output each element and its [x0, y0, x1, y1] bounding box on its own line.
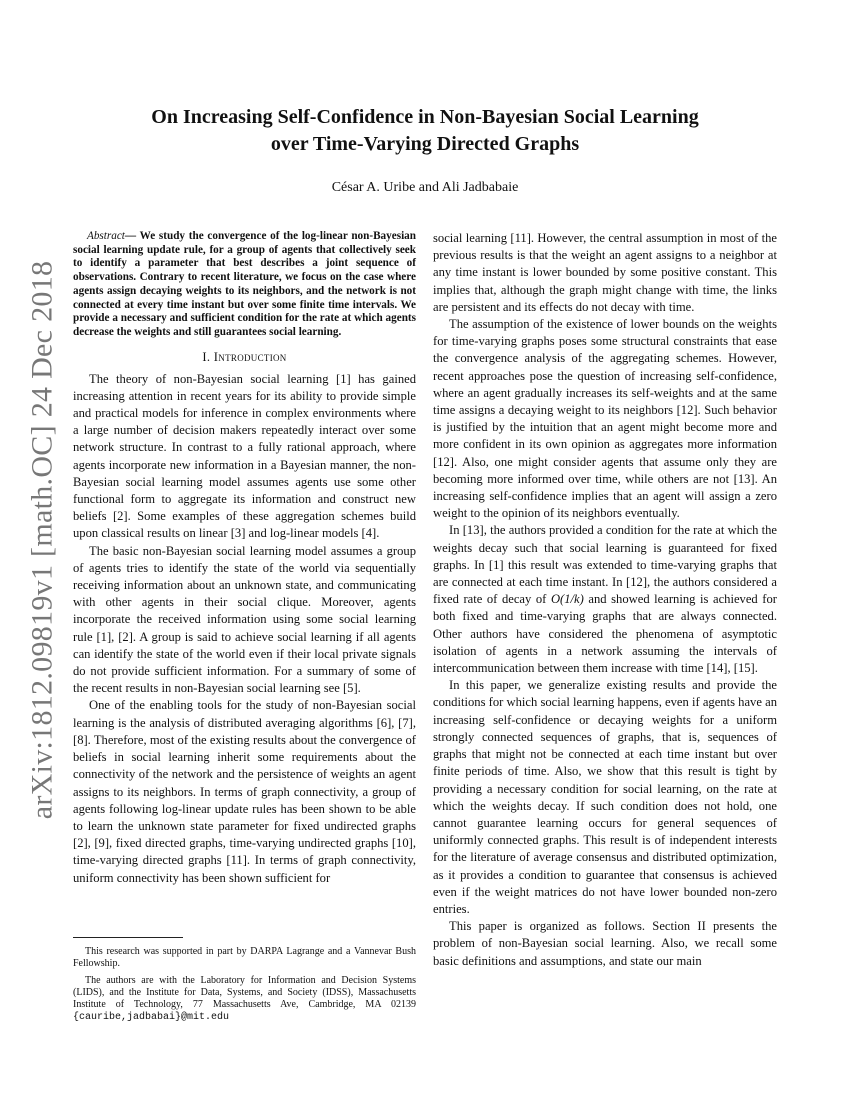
- paper-title: [90, 104, 760, 158]
- arxiv-id-text: arXiv:1812.09819v1 [math.OC] 24 Dec 2018: [25, 260, 59, 820]
- footnote-funding: This research was supported in part by DARPA Lagrange and a Vannevar Bush Fellowship.: [73, 946, 416, 970]
- title-line-1: On Increasing Self-Confidence in Non-Bayesian Social Learning: [151, 106, 699, 128]
- left-column: [73, 230, 416, 887]
- paragraph-3-text-b: and showed learning is achieved for both fixed and time-varying graphs that are always connected. Other authors have considered the phenomena of asymptotic isolation of agents in a network assuming the intervals of intercommunication between them increase with time [14], [15].: [433, 592, 777, 676]
- affiliation-text: The authors are with the Laboratory for Information and Decision Systems (LIDS), and the Institute for Data, Systems, and Society (IDSS), Massachusetts Institute of Technology, 77 Massachusetts Ave, Cambridge, MA 02139: [73, 974, 416, 1011]
- paragraph-3-text-a: In [13], the authors provided a condition for the rate at which the weights decay such that social learning is guaranteed for fixed graphs. In [1] this result was extended to time-varying graphs that are connected at each time instant. In [12], the authors considered a fixed rate of decay of: [433, 523, 777, 607]
- author-emails: {cauribe,jadbabai}@mit.edu: [73, 1012, 230, 1024]
- footnotes: [73, 937, 416, 1029]
- right-paragraph-2: The assumption of the existence of lower bounds on the weights for time-varying graphs poses some structural constraints that ease the convergence analysis of the aggregating schemes. However, recent approaches pose the question of increasing self-confidence, where an agent gradually increases its self-weights and at the same time assigns a decaying weight to its neighbors [12]. Such behavior is justified by the intuition that an agent might become more and more confident in its own opinion as aggregates more information [12]. Also, one might consider agents that assume only they are becoming more informed over time, while others are not [13]. An increasing self-confidence implies that an agent will assign a zero weight to the opinion of its neighbors eventually.: [433, 317, 777, 521]
- right-paragraph-1: social learning [11]. However, the central assumption in most of the previous results is that the weight an agent assigns to a neighbor at any time instant is lower bounded by some positive constant. This implies that, although the graph might change with time, the links are persistent and its effects do not decay with time.: [433, 231, 777, 314]
- intro-paragraph-1: The theory of non-Bayesian social learning [1] has gained increasing attention in recent years for its ability to provide simple and practical models for inference in complex environments where a large number of decision makers repeatedly interact over some network structure. In contrast to a fully rational approach, where agents incorporate new information in a Bayesian manner, the non-Bayesian social learning model assumes agents use some other functional form to aggregate its information and construct new beliefs [2]. Some examples of these aggregation schemes build upon classical results on linear [3] and log-linear models [4].: [73, 371, 416, 541]
- right-paragraph-3: [433, 522, 777, 677]
- section-heading-introduction: I. Introduction: [202, 349, 287, 364]
- abstract: [73, 230, 416, 340]
- author-list: César A. Uribe and Ali Jadbabaie: [331, 180, 519, 195]
- abstract-label: Abstract: [87, 230, 125, 242]
- right-paragraph-4: In this paper, we generalize existing results and provide the conditions for which social learning happens, even if agents have an increasing self-confidence or decaying weights for a uniform strongly connected sequences of graphs, that is, sequences of graphs that might not be connected at each time instant but over finite periods of time. Also, we show that this result is tight by providing a necessary condition for social learning, on the rate at which the weights decay. If such condition does not hold, one cannot guarantee learning occurs for general sequences of uniformly connected graphs. This result is of independent interests for the literature of average consensus and distributed optimization, as it provides a condition to guarantee that consensus is achieved even if the weight matrices do not have lower bounded non-zero entries.: [433, 678, 777, 916]
- right-paragraph-5: This paper is organized as follows. Section II presents the problem of non-Bayesian social learning. Also, we recall some basic definitions and assumptions, and state our main: [433, 919, 777, 968]
- title-line-2: over Time-Varying Directed Graphs: [270, 133, 580, 155]
- abstract-text: — We study the convergence of the log-linear non-Bayesian social learning update rule, for a group of agents that collectively seek to identify a parameter that best describes a joint sequence of observations. Contrary to recent literature, we focus on the case where agents assign decaying weights to its neighbors, and the network is not connected at every time instant but over some finite time intervals. We provide a necessary and sufficient condition for the rate at which agents decrease the weights and still guarantees social learning.: [73, 230, 416, 338]
- footnote-divider: [73, 937, 183, 938]
- footnote-affiliation: [73, 975, 416, 1025]
- arxiv-identifier-stamp: [17, 260, 67, 820]
- intro-paragraph-3: One of the enabling tools for the study of non-Bayesian social learning is the analysis of distributed averaging algorithms [6], [7], [8]. Therefore, most of the existing results about the convergence of beliefs in social learning inherit some requirements about the connectivity of the network and the persistence of weights an agent assigns to its neighbors. In terms of graph connectivity, a group of agents following log-linear update rules has been shown to be able to learn the unknown state parameter for fixed undirected graphs [2], [9], fixed directed graphs, time-varying undirected graphs [10], time-varying directed graphs [11]. In terms of graph connectivity, uniform connectivity has been shown sufficient for: [73, 698, 416, 885]
- decay-rate-math: O(1/k): [550, 592, 584, 607]
- intro-paragraph-2: The basic non-Bayesian social learning model assumes a group of agents tries to identify the state of the world via sequentially receiving information about an unknown state, and communicating with other agents in their social clique. Moreover, agents incorporate the received information using some social learning rule [1], [2]. A group is said to achieve social learning if all agents can identify the state of the world even if their local private signals do not provide sufficient information. For a summary of some of the recent results in non-Bayesian social learning see [5].: [73, 543, 416, 696]
- right-column: [433, 230, 777, 970]
